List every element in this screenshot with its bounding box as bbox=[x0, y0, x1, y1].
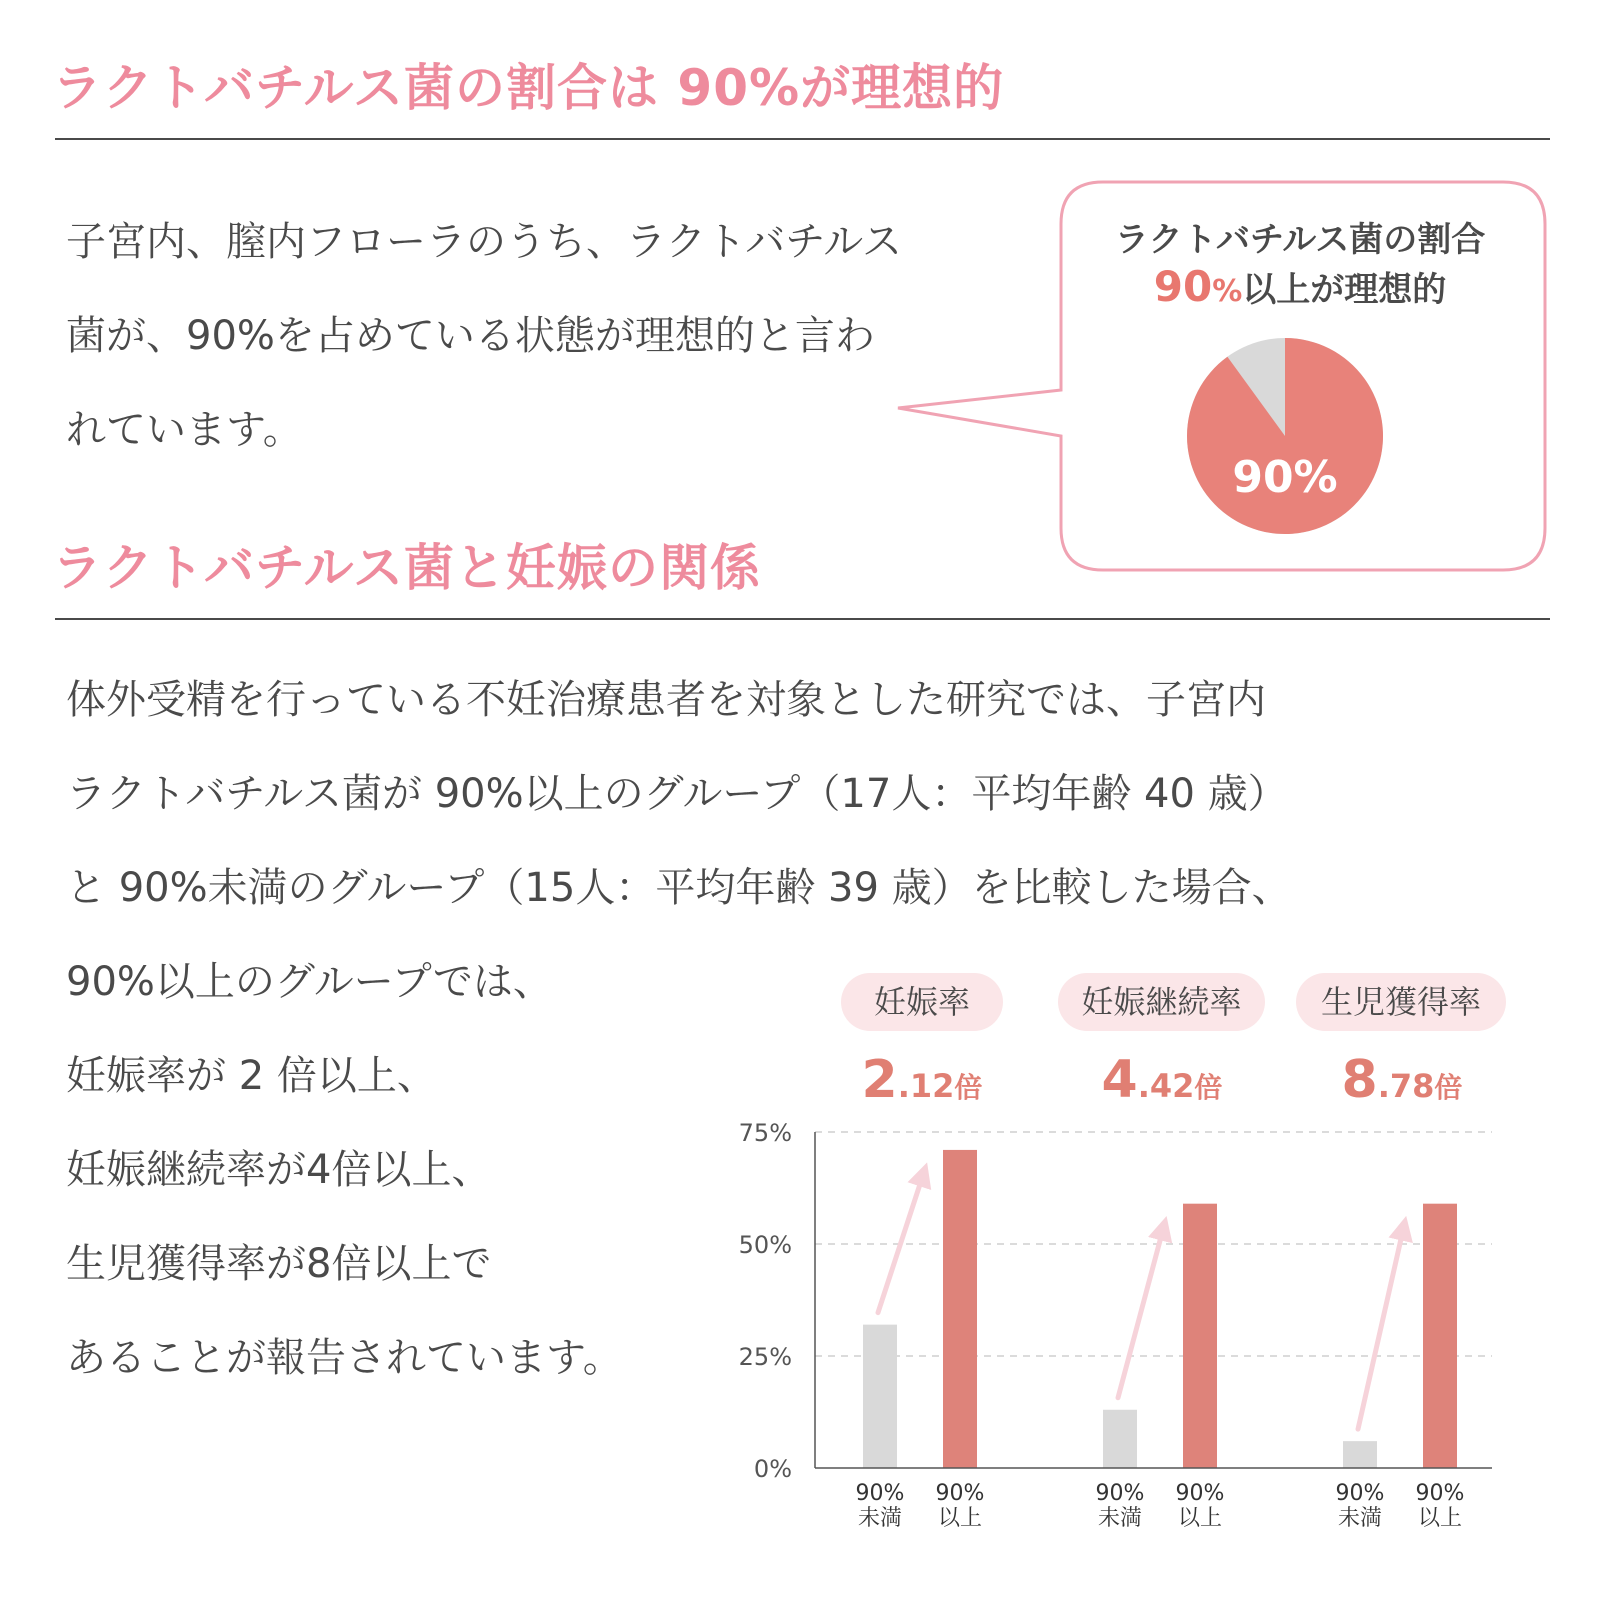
x-bar-label: 90% bbox=[855, 1481, 905, 1506]
increase-arrow-icon bbox=[878, 1172, 924, 1313]
increase-arrow-icon bbox=[1358, 1226, 1404, 1429]
bubble-subtitle-rest: 以上が理想的 bbox=[1242, 270, 1447, 310]
y-tick-label: 50% bbox=[738, 1231, 792, 1259]
y-tick-label: 25% bbox=[738, 1343, 792, 1371]
x-bar-label: 90% bbox=[1415, 1481, 1465, 1506]
paragraph-line: ラクトバチルス菌が 90%以上のグループ（17人：平均年齢 40 歳） bbox=[66, 771, 1288, 817]
bar-above-90 bbox=[1183, 1204, 1217, 1468]
paragraph-line: 90%以上のグループでは、 bbox=[66, 959, 553, 1005]
chart-labels bbox=[739, 1119, 1465, 1531]
ratio-integer: 8 bbox=[1341, 1050, 1378, 1110]
y-tick-label: 75% bbox=[738, 1119, 792, 1147]
ratio-unit: 倍 bbox=[1194, 1071, 1223, 1104]
paragraph-line: あることが報告されています。 bbox=[66, 1335, 623, 1381]
x-bar-label: 以上 bbox=[1417, 1506, 1463, 1531]
increase-arrow-icon bbox=[1118, 1226, 1164, 1398]
bubble-percent-number: 90 bbox=[1153, 262, 1213, 311]
paragraph-line: 菌が、90%を占めている状態が理想的と言わ bbox=[66, 313, 875, 359]
chart-grid bbox=[815, 1132, 1492, 1356]
x-bar-label: 以上 bbox=[937, 1506, 983, 1531]
bubble-title: ラクトバチルス菌の割合 bbox=[1114, 220, 1486, 260]
pie-value-label: 90% bbox=[1232, 452, 1338, 503]
x-bar-label: 未満 bbox=[857, 1506, 903, 1531]
heading-lactobacillus-pregnancy: ラクトバチルス菌と妊娠の関係 bbox=[52, 539, 761, 597]
bar-below-90 bbox=[1343, 1441, 1377, 1468]
x-bar-label: 90% bbox=[935, 1481, 985, 1506]
x-bar-label: 未満 bbox=[1097, 1506, 1143, 1531]
paragraph-line: れています。 bbox=[66, 407, 303, 453]
ratio-unit: 倍 bbox=[954, 1071, 983, 1104]
metric-pill-live-birth-rate: 生児獲得率 bbox=[1296, 973, 1506, 1031]
x-bar-label: 以上 bbox=[1177, 1506, 1223, 1531]
x-bar-label: 未満 bbox=[1337, 1506, 1383, 1531]
bar-above-90 bbox=[943, 1150, 977, 1468]
bubble-percent-sign: % bbox=[1212, 274, 1243, 309]
paragraph-line: 生児獲得率が8倍以上で bbox=[66, 1241, 492, 1287]
ratio-decimal: .78 bbox=[1377, 1067, 1435, 1105]
metric-pill-ongoing-pregnancy-rate: 妊娠継続率 bbox=[1058, 973, 1265, 1031]
bar-below-90 bbox=[1103, 1410, 1137, 1468]
bar-below-90 bbox=[863, 1325, 897, 1468]
y-tick-label: 0% bbox=[753, 1455, 792, 1483]
heading-lactobacillus-ratio: ラクトバチルス菌の割合は 90%が理想的 bbox=[52, 59, 1005, 117]
ratio-decimal: .42 bbox=[1137, 1067, 1195, 1105]
metric-pill-pregnancy-rate: 妊娠率 bbox=[841, 973, 1003, 1031]
x-bar-label: 90% bbox=[1335, 1481, 1385, 1506]
ratio-integer: 4 bbox=[1101, 1050, 1138, 1110]
paragraph-line: 妊娠継続率が4倍以上、 bbox=[66, 1147, 492, 1193]
paragraph-line: 子宮内、膣内フローラのうち、ラクトバチルス bbox=[66, 219, 902, 265]
paragraph-line: 体外受精を行っている不妊治療患者を対象とした研究では、子宮内 bbox=[66, 677, 1266, 723]
paragraph-line: 妊娠率が 2 倍以上、 bbox=[66, 1053, 437, 1099]
ratio-decimal: .12 bbox=[897, 1067, 955, 1105]
x-bar-label: 90% bbox=[1175, 1481, 1225, 1506]
ratio-unit: 倍 bbox=[1434, 1071, 1463, 1104]
chart-bars bbox=[863, 1150, 1457, 1468]
x-bar-label: 90% bbox=[1095, 1481, 1145, 1506]
paragraph-line: と 90%未満のグループ（15人：平均年齢 39 歳）を比較した場合、 bbox=[66, 865, 1292, 911]
ratio-integer: 2 bbox=[861, 1050, 898, 1110]
bar-above-90 bbox=[1423, 1204, 1457, 1468]
